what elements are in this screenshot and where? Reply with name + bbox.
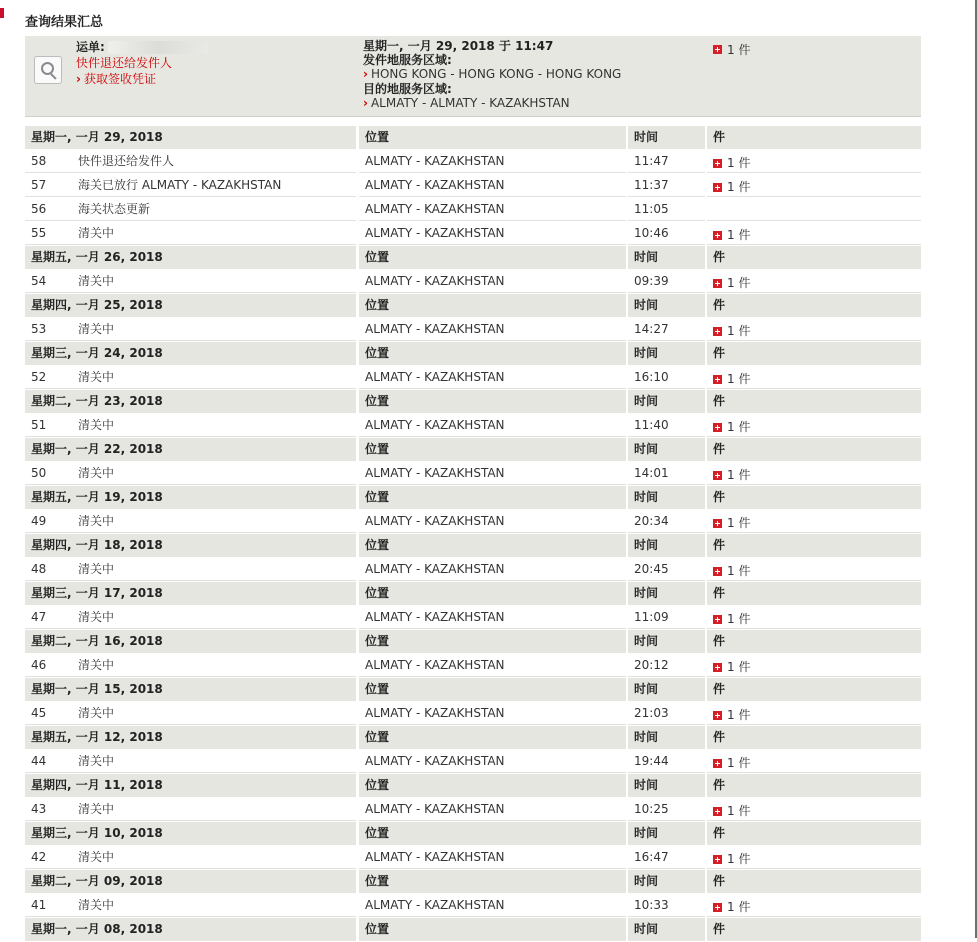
- expand-plus-icon[interactable]: [713, 375, 722, 384]
- pieces-count: 1 件: [727, 156, 751, 170]
- checkpoint-location: ALMATY - KAZAKHSTAN: [359, 222, 626, 245]
- checkpoint-location: ALMATY - KAZAKHSTAN: [359, 174, 626, 197]
- checkpoint-number: 47: [31, 610, 47, 624]
- pieces-count: 1 件: [727, 420, 751, 434]
- checkpoint-description: 海关已放行 ALMATY - KAZAKHSTAN: [78, 178, 282, 192]
- checkpoint-row: [25, 198, 921, 222]
- day-date: 星期一, 一月 15, 2018: [25, 678, 356, 701]
- checkpoint-row: [25, 510, 921, 534]
- checkpoint-pieces-cell: [707, 462, 921, 485]
- expand-plus-icon[interactable]: [713, 903, 722, 912]
- pieces-count: 1 件: [727, 180, 751, 194]
- column-header-time: 时间: [628, 246, 705, 269]
- pieces-count: 1 件: [727, 228, 751, 242]
- column-header-time: 时间: [628, 822, 705, 845]
- checkpoint-description: 海关状态更新: [78, 202, 151, 216]
- checkpoint-row: [25, 894, 921, 918]
- checkpoint-time: 11:09: [628, 606, 705, 629]
- summary-waybill-column: [76, 39, 356, 87]
- column-header-pieces: 件: [707, 774, 921, 797]
- pieces-toggle[interactable]: [713, 464, 750, 485]
- day-header-row: [25, 630, 921, 654]
- checkpoint-location: ALMATY - KAZAKHSTAN: [359, 510, 626, 533]
- column-header-time: 时间: [628, 726, 705, 749]
- column-header-pieces: 件: [707, 126, 921, 149]
- checkpoint-pieces-cell: [707, 606, 921, 629]
- expand-plus-icon[interactable]: [713, 807, 722, 816]
- checkpoint-row: [25, 702, 921, 726]
- column-header-time: 时间: [628, 630, 705, 653]
- checkpoint-description: 快件退还给发件人: [78, 154, 175, 168]
- checkpoint-number: 51: [31, 418, 47, 432]
- checkpoint-pieces-cell: [707, 414, 921, 437]
- day-date: 星期四, 一月 11, 2018: [25, 774, 356, 797]
- day-header-row: [25, 126, 921, 150]
- day-date: 星期五, 一月 19, 2018: [25, 486, 356, 509]
- checkpoint-location: ALMATY - KAZAKHSTAN: [359, 894, 626, 917]
- checkpoint-time: 19:44: [628, 750, 705, 773]
- pieces-toggle[interactable]: [713, 272, 750, 293]
- column-header-location: 位置: [359, 822, 626, 845]
- page-title: 查询结果汇总: [25, 15, 104, 30]
- pieces-count: 1 件: [727, 660, 751, 674]
- chevron-right-icon: ›: [363, 96, 368, 110]
- column-header-pieces: 件: [707, 630, 921, 653]
- checkpoint-number: 46: [31, 658, 47, 672]
- waybill-line: [76, 39, 356, 55]
- day-date: 星期五, 一月 12, 2018: [25, 726, 356, 749]
- day-header-row: [25, 726, 921, 750]
- checkpoint-time: 16:10: [628, 366, 705, 389]
- checkpoint-description: 清关中: [78, 370, 115, 384]
- checkpoint-description-cell: [25, 798, 356, 821]
- checkpoint-location: ALMATY - KAZAKHSTAN: [359, 270, 626, 293]
- destination-label: 目的地服务区域:: [363, 82, 452, 96]
- column-header-pieces: 件: [707, 294, 921, 317]
- column-header-pieces: 件: [707, 726, 921, 749]
- pieces-count: 1 件: [727, 612, 751, 626]
- checkpoint-row: [25, 222, 921, 246]
- checkpoint-description: 清关中: [78, 850, 115, 864]
- checkpoint-pieces-cell: [707, 702, 921, 725]
- pieces-count: 1 件: [727, 804, 751, 818]
- checkpoint-location: ALMATY - KAZAKHSTAN: [359, 702, 626, 725]
- checkpoint-description: 清关中: [78, 610, 115, 624]
- column-header-location: 位置: [359, 246, 626, 269]
- column-header-pieces: 件: [707, 534, 921, 557]
- checkpoint-description-cell: [25, 750, 356, 773]
- column-header-time: 时间: [628, 534, 705, 557]
- column-header-location: 位置: [359, 582, 626, 605]
- checkpoint-row: [25, 846, 921, 870]
- day-header-row: [25, 294, 921, 318]
- waybill-number-redacted: [108, 41, 208, 54]
- expand-plus-icon[interactable]: [713, 423, 722, 432]
- pieces-count: 1 件: [727, 468, 751, 482]
- pieces-toggle[interactable]: [713, 608, 750, 629]
- pieces-count: 1 件: [727, 516, 751, 530]
- checkpoint-time: 11:37: [628, 174, 705, 197]
- checkpoint-number: 41: [31, 898, 47, 912]
- column-header-pieces: 件: [707, 486, 921, 509]
- checkpoint-time: 10:33: [628, 894, 705, 917]
- day-date: 星期二, 一月 23, 2018: [25, 390, 356, 413]
- pieces-toggle[interactable]: [713, 320, 750, 341]
- column-header-time: 时间: [628, 126, 705, 149]
- checkpoint-description-cell: [25, 414, 356, 437]
- checkpoint-location: ALMATY - KAZAKHSTAN: [359, 750, 626, 773]
- checkpoint-time: 11:40: [628, 414, 705, 437]
- checkpoint-location: ALMATY - KAZAKHSTAN: [359, 462, 626, 485]
- column-header-pieces: 件: [707, 342, 921, 365]
- checkpoint-time: 21:03: [628, 702, 705, 725]
- checkpoint-time: 20:45: [628, 558, 705, 581]
- checkpoint-row: [25, 606, 921, 630]
- checkpoint-number: 58: [31, 154, 47, 168]
- checkpoint-time: 10:25: [628, 798, 705, 821]
- checkpoint-table: [25, 126, 921, 942]
- checkpoint-description: 清关中: [78, 274, 115, 288]
- day-header-row: [25, 390, 921, 414]
- checkpoint-description-cell: [25, 654, 356, 677]
- expand-plus-icon[interactable]: [713, 159, 722, 168]
- waybill-label: 运单:: [76, 40, 105, 54]
- checkpoint-description: 清关中: [78, 802, 115, 816]
- checkpoint-description-cell: [25, 150, 356, 173]
- column-header-location: 位置: [359, 294, 626, 317]
- expand-plus-icon[interactable]: [713, 231, 722, 240]
- pieces-toggle[interactable]: [713, 512, 750, 533]
- pieces-count: 1 件: [727, 756, 751, 770]
- checkpoint-description-cell: [25, 222, 356, 245]
- pieces-toggle[interactable]: [713, 152, 750, 173]
- day-header-row: [25, 582, 921, 606]
- pieces-count: 1 件: [727, 900, 751, 914]
- expand-plus-icon[interactable]: [713, 471, 722, 480]
- return-to-shipper-link[interactable]: [76, 55, 356, 71]
- checkpoint-number: 45: [31, 706, 47, 720]
- day-date: 星期一, 一月 08, 2018: [25, 918, 356, 941]
- column-header-pieces: 件: [707, 822, 921, 845]
- day-date: 星期一, 一月 29, 2018: [25, 126, 356, 149]
- checkpoint-description: 清关中: [78, 898, 115, 912]
- checkpoint-description-cell: [25, 558, 356, 581]
- checkpoint-description: 清关中: [78, 754, 115, 768]
- column-header-time: 时间: [628, 774, 705, 797]
- column-header-time: 时间: [628, 678, 705, 701]
- expand-plus-icon[interactable]: [713, 183, 722, 192]
- checkpoint-description: 清关中: [78, 322, 115, 336]
- pieces-toggle[interactable]: [713, 176, 750, 197]
- day-date: 星期三, 一月 10, 2018: [25, 822, 356, 845]
- checkpoint-description-cell: [25, 366, 356, 389]
- proof-of-delivery-label: 获取签收凭证: [83, 72, 156, 86]
- day-header-row: [25, 774, 921, 798]
- checkpoint-location: ALMATY - KAZAKHSTAN: [359, 318, 626, 341]
- pieces-count: 1 件: [727, 43, 751, 57]
- checkpoint-description-cell: [25, 894, 356, 917]
- checkpoint-description: 清关中: [78, 658, 115, 672]
- checkpoint-location: ALMATY - KAZAKHSTAN: [359, 846, 626, 869]
- checkpoint-time: 11:05: [628, 198, 705, 221]
- checkpoint-pieces-cell: [707, 318, 921, 341]
- column-header-location: 位置: [359, 774, 626, 797]
- day-header-row: [25, 822, 921, 846]
- checkpoint-pieces-cell: [707, 510, 921, 533]
- checkpoint-number: 49: [31, 514, 47, 528]
- brand-accent-bar: [0, 8, 4, 18]
- checkpoint-description: 清关中: [78, 418, 115, 432]
- checkpoint-number: 53: [31, 322, 47, 336]
- column-header-pieces: 件: [707, 390, 921, 413]
- day-date: 星期三, 一月 17, 2018: [25, 582, 356, 605]
- checkpoint-number: 43: [31, 802, 47, 816]
- checkpoint-row: [25, 798, 921, 822]
- checkpoint-location: ALMATY - KAZAKHSTAN: [359, 558, 626, 581]
- column-header-pieces: 件: [707, 582, 921, 605]
- checkpoint-pieces-cell: [707, 270, 921, 293]
- checkpoint-number: 44: [31, 754, 47, 768]
- checkpoint-pieces-cell: [707, 894, 921, 917]
- checkpoint-description-cell: [25, 198, 356, 221]
- destination-value: ALMATY - ALMATY - KAZAKHSTAN: [370, 96, 570, 110]
- expand-plus-icon[interactable]: [713, 45, 722, 54]
- pieces-toggle[interactable]: [713, 416, 750, 437]
- chevron-right-icon: ›: [76, 72, 81, 86]
- pieces-count: 1 件: [727, 372, 751, 386]
- column-header-time: 时间: [628, 294, 705, 317]
- checkpoint-number: 48: [31, 562, 47, 576]
- checkpoint-location: ALMATY - KAZAKHSTAN: [359, 606, 626, 629]
- checkpoint-pieces-cell: [707, 222, 921, 245]
- expand-plus-icon[interactable]: [713, 327, 722, 336]
- column-header-location: 位置: [359, 486, 626, 509]
- checkpoint-time: 10:46: [628, 222, 705, 245]
- column-header-time: 时间: [628, 438, 705, 461]
- column-header-location: 位置: [359, 870, 626, 893]
- checkpoint-time: 11:47: [628, 150, 705, 173]
- checkpoint-row: [25, 414, 921, 438]
- day-date: 星期一, 一月 22, 2018: [25, 438, 356, 461]
- column-header-pieces: 件: [707, 870, 921, 893]
- checkpoint-number: 42: [31, 850, 47, 864]
- checkpoint-description-cell: [25, 318, 356, 341]
- summary-datetime: 星期一, 一月 29, 2018 于 11:47: [363, 39, 554, 53]
- checkpoint-time: 20:12: [628, 654, 705, 677]
- expand-plus-icon[interactable]: [713, 711, 722, 720]
- day-header-row: [25, 486, 921, 510]
- column-header-time: 时间: [628, 342, 705, 365]
- checkpoint-description-cell: [25, 270, 356, 293]
- magnifier-icon[interactable]: [34, 56, 62, 84]
- column-header-location: 位置: [359, 678, 626, 701]
- pieces-toggle[interactable]: [713, 800, 750, 821]
- checkpoint-time: 20:34: [628, 510, 705, 533]
- column-header-location: 位置: [359, 630, 626, 653]
- day-header-row: [25, 342, 921, 366]
- expand-plus-icon[interactable]: [713, 759, 722, 768]
- pieces-toggle[interactable]: [713, 704, 750, 725]
- pieces-toggle[interactable]: [713, 41, 750, 58]
- pieces-toggle[interactable]: [713, 752, 750, 773]
- checkpoint-description-cell: [25, 702, 356, 725]
- column-header-pieces: 件: [707, 678, 921, 701]
- day-header-row: [25, 438, 921, 462]
- checkpoint-number: 57: [31, 178, 47, 192]
- pieces-toggle[interactable]: [713, 848, 750, 869]
- checkpoint-time: 14:27: [628, 318, 705, 341]
- checkpoint-time: 09:39: [628, 270, 705, 293]
- checkpoint-description-cell: [25, 846, 356, 869]
- checkpoint-row: [25, 654, 921, 678]
- checkpoint-pieces-cell: [707, 174, 921, 197]
- checkpoint-description-cell: [25, 462, 356, 485]
- checkpoint-row: [25, 366, 921, 390]
- day-date: 星期二, 一月 16, 2018: [25, 630, 356, 653]
- summary-route-column: [363, 39, 693, 111]
- pieces-toggle[interactable]: [713, 224, 750, 245]
- checkpoint-pieces-cell: [707, 150, 921, 173]
- day-header-row: [25, 678, 921, 702]
- checkpoint-pieces-cell: [707, 798, 921, 821]
- day-date: 星期二, 一月 09, 2018: [25, 870, 356, 893]
- checkpoint-row: [25, 270, 921, 294]
- chevron-right-icon: ›: [363, 67, 368, 81]
- pieces-count: 1 件: [727, 852, 751, 866]
- expand-plus-icon[interactable]: [713, 519, 722, 528]
- checkpoint-location: ALMATY - KAZAKHSTAN: [359, 198, 626, 221]
- expand-plus-icon[interactable]: [713, 663, 722, 672]
- expand-plus-icon[interactable]: [713, 855, 722, 864]
- origin-label: 发件地服务区域:: [363, 53, 452, 67]
- column-header-location: 位置: [359, 342, 626, 365]
- checkpoint-row: [25, 558, 921, 582]
- pieces-toggle[interactable]: [713, 560, 750, 581]
- checkpoint-pieces-cell: [707, 654, 921, 677]
- checkpoint-description: 清关中: [78, 706, 115, 720]
- column-header-time: 时间: [628, 390, 705, 413]
- checkpoint-number: 56: [31, 202, 47, 216]
- pieces-count: 1 件: [727, 708, 751, 722]
- checkpoint-description-cell: [25, 606, 356, 629]
- checkpoint-description-cell: [25, 510, 356, 533]
- checkpoint-location: ALMATY - KAZAKHSTAN: [359, 414, 626, 437]
- day-date: 星期三, 一月 24, 2018: [25, 342, 356, 365]
- checkpoint-pieces-cell: [707, 198, 921, 221]
- checkpoint-row: [25, 150, 921, 174]
- checkpoint-row: [25, 750, 921, 774]
- day-date: 星期四, 一月 25, 2018: [25, 294, 356, 317]
- expand-plus-icon[interactable]: [713, 567, 722, 576]
- column-header-time: 时间: [628, 918, 705, 941]
- column-header-time: 时间: [628, 870, 705, 893]
- pieces-toggle[interactable]: [713, 896, 750, 917]
- checkpoint-number: 54: [31, 274, 47, 288]
- checkpoint-location: ALMATY - KAZAKHSTAN: [359, 150, 626, 173]
- checkpoint-pieces-cell: [707, 846, 921, 869]
- checkpoint-description: 清关中: [78, 514, 115, 528]
- day-date: 星期四, 一月 18, 2018: [25, 534, 356, 557]
- checkpoint-description: 清关中: [78, 466, 115, 480]
- checkpoint-description-cell: [25, 174, 356, 197]
- proof-of-delivery-link[interactable]: [76, 71, 356, 87]
- column-header-time: 时间: [628, 486, 705, 509]
- pieces-toggle[interactable]: [713, 368, 750, 389]
- checkpoint-pieces-cell: [707, 750, 921, 773]
- checkpoint-row: [25, 462, 921, 486]
- checkpoint-pieces-cell: [707, 558, 921, 581]
- column-header-location: 位置: [359, 126, 626, 149]
- checkpoint-location: ALMATY - KAZAKHSTAN: [359, 654, 626, 677]
- day-header-row: [25, 534, 921, 558]
- column-header-pieces: 件: [707, 918, 921, 941]
- checkpoint-time: 16:47: [628, 846, 705, 869]
- checkpoint-location: ALMATY - KAZAKHSTAN: [359, 366, 626, 389]
- checkpoint-number: 55: [31, 226, 47, 240]
- return-to-shipper-label: 快件退还给发件人: [76, 56, 173, 70]
- day-header-row: [25, 918, 921, 942]
- column-header-location: 位置: [359, 438, 626, 461]
- column-header-location: 位置: [359, 534, 626, 557]
- summary-pieces-column: [713, 41, 750, 58]
- day-header-row: [25, 246, 921, 270]
- column-header-location: 位置: [359, 726, 626, 749]
- column-header-location: 位置: [359, 918, 626, 941]
- column-header-pieces: 件: [707, 246, 921, 269]
- checkpoint-number: 52: [31, 370, 47, 384]
- checkpoint-description: 清关中: [78, 226, 115, 240]
- checkpoint-time: 14:01: [628, 462, 705, 485]
- day-header-row: [25, 870, 921, 894]
- column-header-pieces: 件: [707, 438, 921, 461]
- pieces-count: 1 件: [727, 276, 751, 290]
- checkpoint-description: 清关中: [78, 562, 115, 576]
- column-header-time: 时间: [628, 582, 705, 605]
- origin-value: HONG KONG - HONG KONG - HONG KONG: [370, 67, 622, 81]
- shipment-summary: [25, 36, 921, 117]
- pieces-count: 1 件: [727, 324, 751, 338]
- day-date: 星期五, 一月 26, 2018: [25, 246, 356, 269]
- expand-plus-icon[interactable]: [713, 615, 722, 624]
- checkpoint-row: [25, 318, 921, 342]
- pieces-toggle[interactable]: [713, 656, 750, 677]
- checkpoint-number: 50: [31, 466, 47, 480]
- checkpoint-pieces-cell: [707, 366, 921, 389]
- column-header-location: 位置: [359, 390, 626, 413]
- checkpoint-row: [25, 174, 921, 198]
- pieces-count: 1 件: [727, 564, 751, 578]
- checkpoint-location: ALMATY - KAZAKHSTAN: [359, 798, 626, 821]
- expand-plus-icon[interactable]: [713, 279, 722, 288]
